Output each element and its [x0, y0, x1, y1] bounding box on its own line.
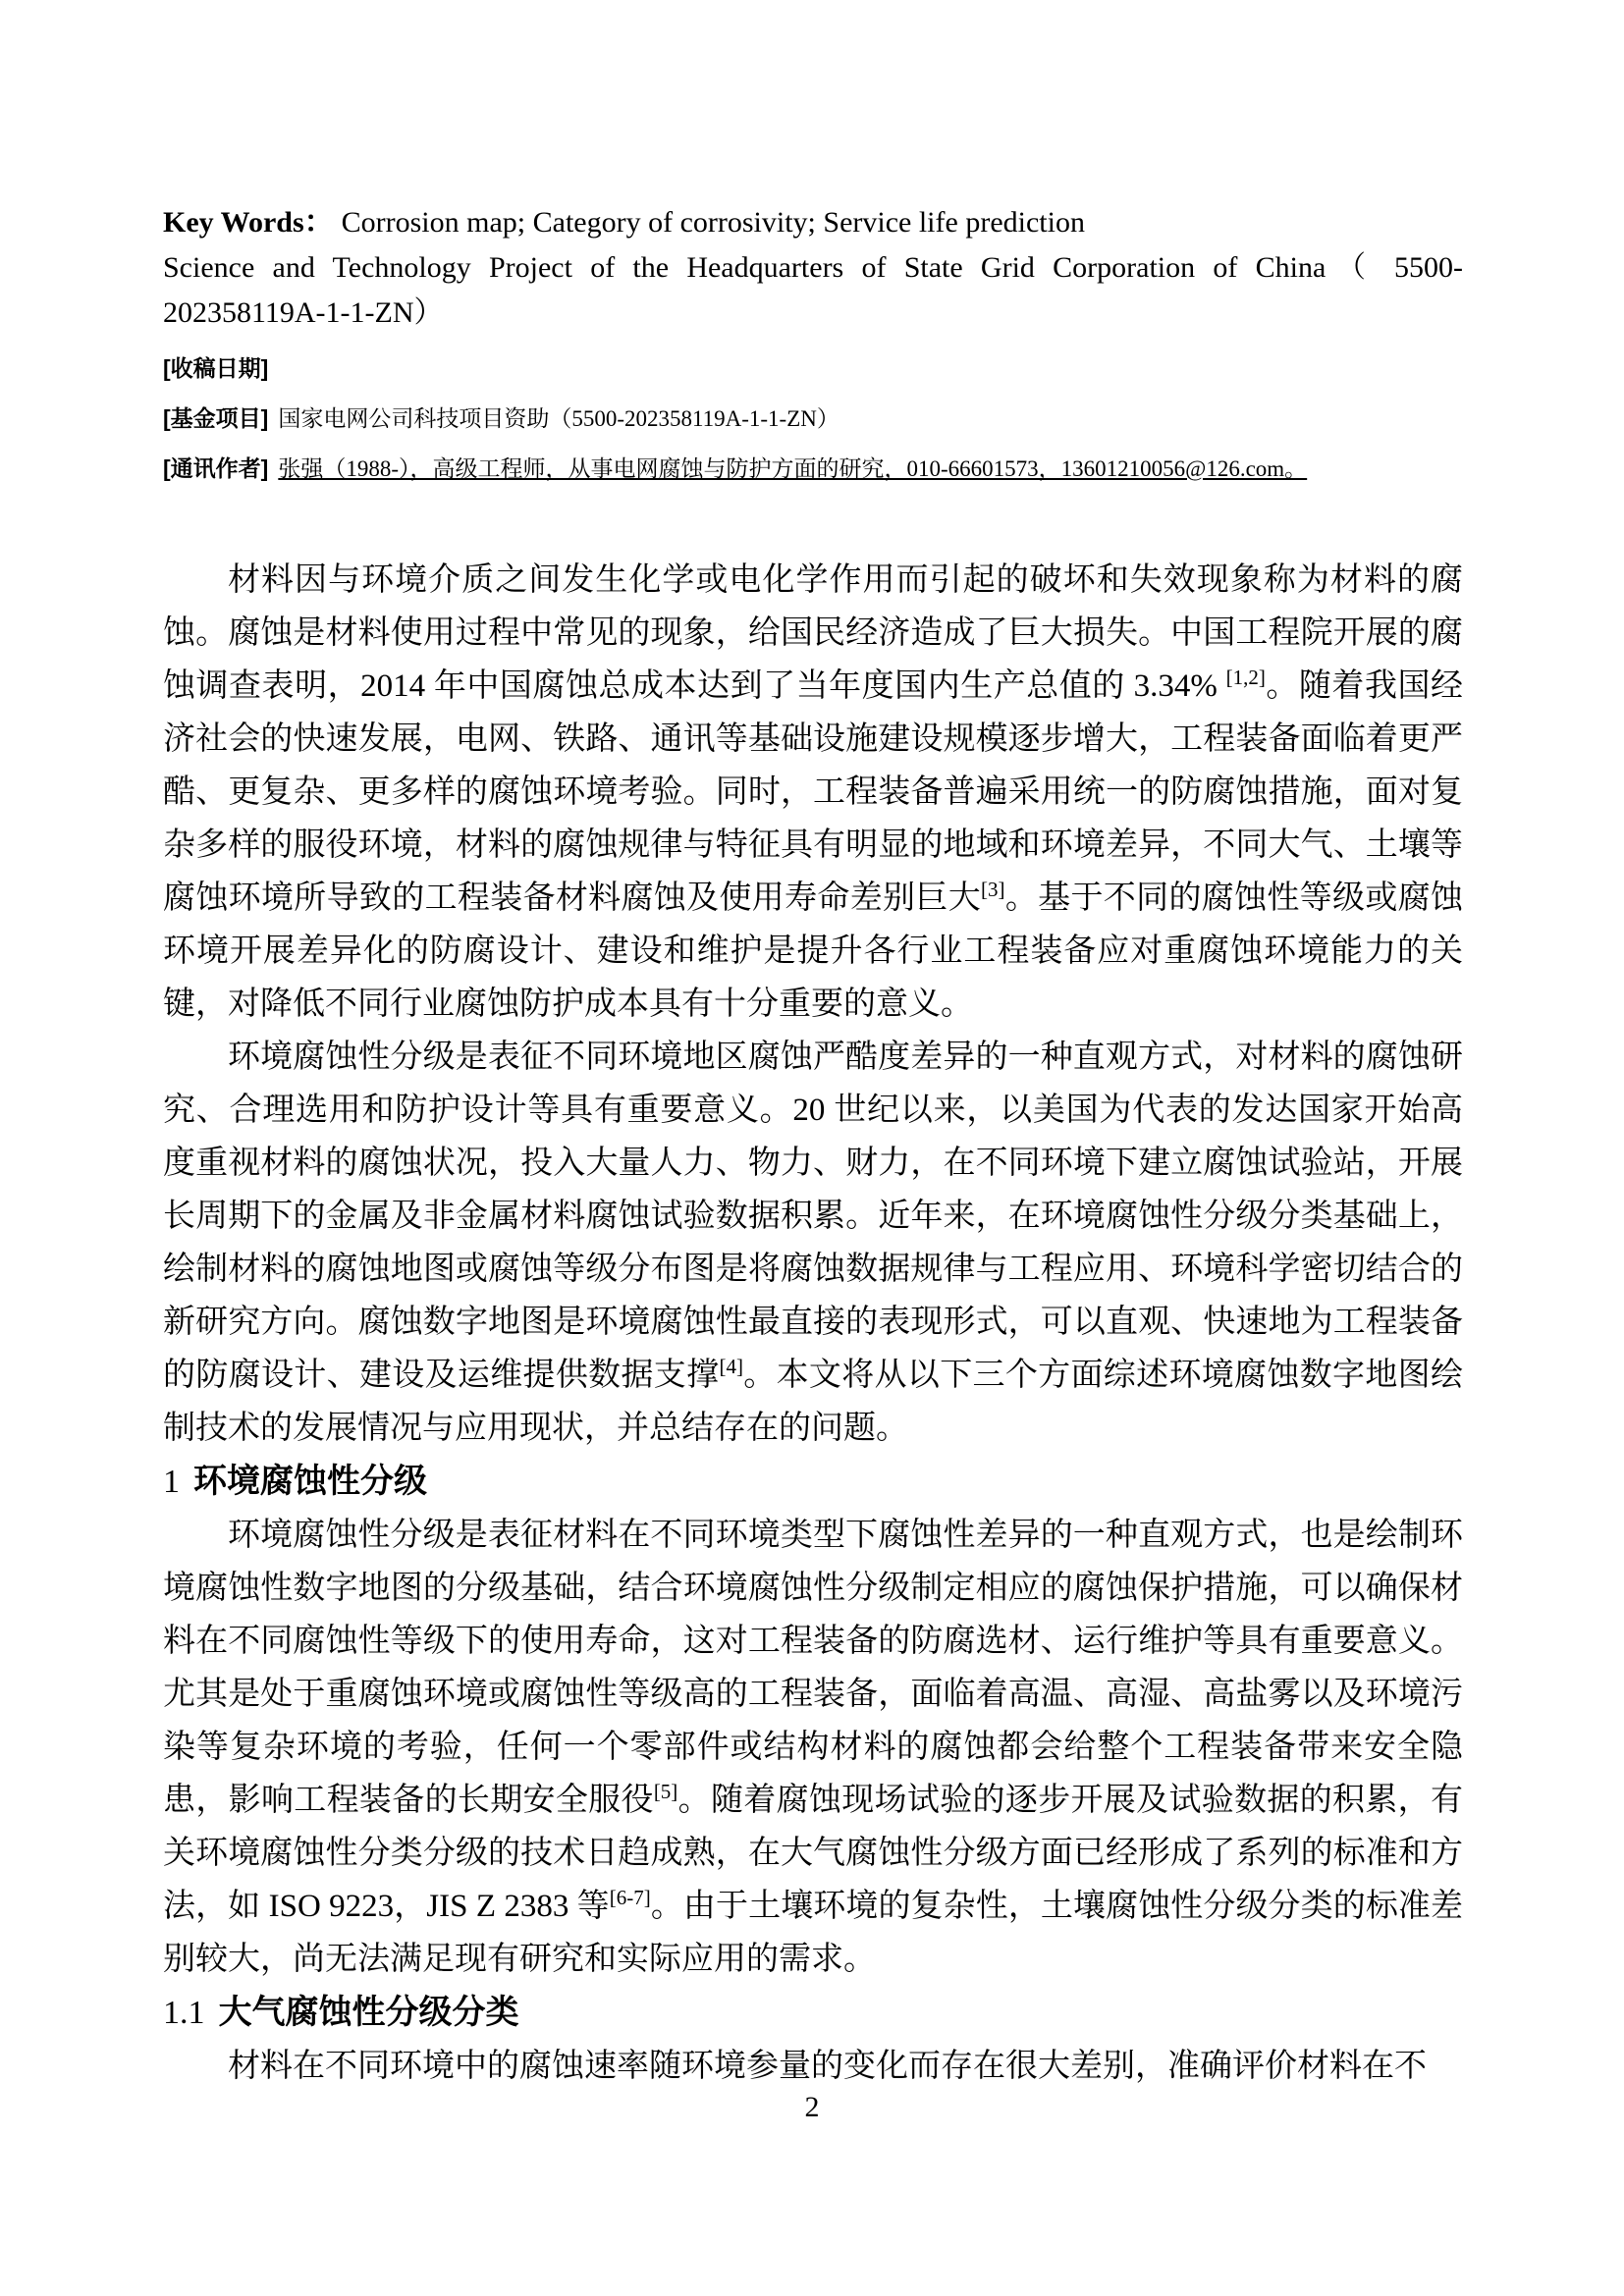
- text-run: 材料因与环境介质之间发生化学或电化学作用而引起的破坏和失效现象称为材料的腐蚀。腐蚀是材料使用过程中常见的现象，给国民经济造成了巨大损失。中国工程院开展的腐蚀调查表明，2014 年中国腐蚀总成本达到了当年度国内生产总值的 3.34%: [163, 562, 1463, 704]
- text-run: 环境腐蚀性分级是表征材料在不同环境类型下腐蚀性差异的一种直观方式，也是绘制环境腐蚀性数字地图的分级基础，结合环境腐蚀性分级制定相应的腐蚀保护措施，可以确保材料在不同腐蚀性等级下的使用寿命，这对工程装备的防腐选材、运行维护等具有重要意义。尤其是处于重腐蚀环境或腐蚀性等级高的工程装备，面临着高温、高湿、高盐雾以及环境污染等复杂环境的考验，任何一个零部件或结构材料的腐蚀都会给整个工程装备带来安全隐患，影响工程装备的长期安全服役: [163, 1518, 1463, 1818]
- citation-ref-1-2: [1,2]: [1225, 666, 1266, 689]
- footnote-corresponding-author: [163, 444, 1463, 494]
- paragraph-section-1: [163, 1509, 1463, 1986]
- section-heading-1: [163, 1455, 1463, 1509]
- funding-acknowledgement-en: Science and Technology Project of the Headquarters of State Grid Corporation of China（ 5500-202358119A-1-1-ZN）: [163, 251, 1463, 329]
- footnote-received-date: [163, 344, 1463, 394]
- section-heading-1-number: 1: [163, 1464, 180, 1500]
- front-matter-block: [163, 200, 1463, 336]
- text-run: 环境腐蚀性分级是表征不同环境地区腐蚀严酷度差异的一种直观方式，对材料的腐蚀研究、合理选用和防护设计等具有重要意义。20 世纪以来，以美国为代表的发达国家开始高度重视材料的腐蚀状况，投入大量人力、物力、财力，在不同环境下建立腐蚀试验站，开展长周期下的金属及非金属材料腐蚀试验数据积累。近年来，在环境腐蚀性分级分类基础上，绘制材料的腐蚀地图或腐蚀等级分布图是将腐蚀数据规律与工程应用、环境科学密切结合的新研究方向。腐蚀数字地图是环境腐蚀性最直接的表现形式，可以直观、快速地为工程装备的防腐设计、建设及运维提供数据支撑: [163, 1040, 1463, 1393]
- body-text-block: [163, 554, 1463, 2093]
- citation-ref-6-7: [6-7]: [609, 1886, 651, 1909]
- page-content: [163, 200, 1463, 2093]
- text-run: 。随着我国经济社会的快速发展，电网、铁路、通讯等基础设施建设规模逐步增大，工程装备面临着更严酷、更复杂、更多样的腐蚀环境考验。同时，工程装备普遍采用统一的防腐蚀措施，面对复杂多样的服役环境，材料的腐蚀规律与特征具有明显的地域和环境差异，不同大气、土壤等腐蚀环境所导致的工程装备材料腐蚀及使用寿命差别巨大: [163, 668, 1464, 916]
- text-run: 。由于土壤环境的复杂性，土壤腐蚀性分级分类的标准差别较大，尚无法满足现有研究和实际应用的需求。: [163, 1889, 1463, 1977]
- citation-ref-5: [5]: [653, 1780, 678, 1803]
- footnote-received-date-label: [收稿日期]: [163, 355, 269, 381]
- keywords-text: Corrosion map; Category of corrosivity; Service life prediction: [341, 206, 1085, 239]
- paragraph-intro-2: [163, 1031, 1463, 1455]
- section-heading-1-1: [163, 1986, 1463, 2040]
- text-run: 。随着腐蚀现场试验的逐步开展及试验数据的积累，有关环境腐蚀性分类分级的技术日趋成熟，在大气腐蚀性分级方面已经形成了系列的标准和方法，如 ISO 9223，JIS Z 2383 等: [163, 1783, 1464, 1924]
- section-heading-1-text: 环境腐蚀性分级: [193, 1463, 427, 1500]
- text-run: 。基于不同的腐蚀性等级或腐蚀环境开展差异化的防腐设计、建设和维护是提升各行业工程装备应对重腐蚀环境能力的关键，对降低不同行业腐蚀防护成本具有十分重要的意义。: [163, 881, 1464, 1022]
- citation-ref-3: [3]: [981, 878, 1005, 901]
- keywords-label: Key Words：: [163, 206, 334, 239]
- footnotes-block: [163, 344, 1463, 494]
- footnote-fund-project-text: 国家电网公司科技项目资助（5500-202358119A-1-1-ZN）: [278, 406, 839, 431]
- text-run: 。本文将从以下三个方面综述环境腐蚀数字地图绘制技术的发展情况与应用现状，并总结存在的问题。: [163, 1358, 1464, 1446]
- keywords-line: [163, 200, 1463, 245]
- citation-ref-4: [4]: [719, 1355, 743, 1378]
- section-heading-1-1-number: 1.1: [163, 1995, 205, 2031]
- page-number: 2: [804, 2091, 820, 2123]
- footnote-corresponding-author-label: [通讯作者]: [163, 455, 269, 481]
- footnote-fund-project: [163, 394, 1463, 444]
- paragraph-section-1-1: [163, 2040, 1463, 2093]
- paragraph-intro-1: [163, 554, 1463, 1031]
- text-run: 材料在不同环境中的腐蚀速率随环境参量的变化而存在很大差别，准确评价材料在不: [228, 2049, 1427, 2084]
- footnote-fund-project-label: [基金项目]: [163, 405, 269, 431]
- footnote-corresponding-author-text: 张强（1988-），高级工程师，从事电网腐蚀与防护方面的研究，010-66601573，13601210056@126.com。: [278, 456, 1308, 481]
- section-heading-1-1-text: 大气腐蚀性分级分类: [218, 1994, 519, 2031]
